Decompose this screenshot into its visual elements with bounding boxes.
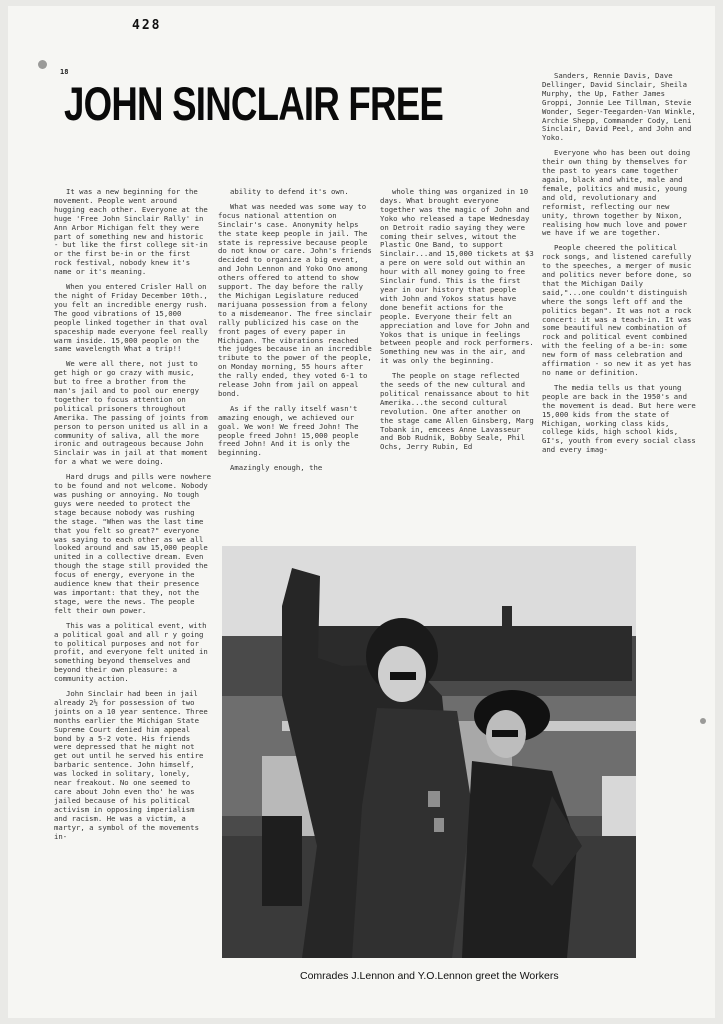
article-column-3: [380, 188, 536, 538]
article-column-2: [218, 188, 374, 538]
photo-caption: Comrades J.Lennon and Y.O.Lennon greet the Workers: [300, 970, 559, 982]
article-paragraph: Everyone who has been out doing their own thing by themselves for the past to years came together again, black and white, male and female, politics and music, young and old, revolutionary and reformist, reflecting our new unity, thrown together by Nixon, realising how much love and power we have if we are together.: [542, 148, 691, 238]
article-paragraph: This was a political event, with a political goal and all r y going to political purposes and not for profit, and everyone felt united in something beyond themselves and beyond their own pleasure: a community action.: [54, 620, 208, 684]
article-paragraph: Sanders, Rennie Davis, Dave Dellinger, David Sinclair, Sheila Murphy, the Up, Father James Groppi, Jonnie Lee Tillman, Stevie Wonder, Seger-Teegarden-Van Winkle, Archie Shepp, Commander Cody, Leni Sinclair, David Peel, and John and Yoko.: [542, 72, 696, 143]
article-paragraph: John Sinclair had been in jail already 2½ for possession of two joints on a 10 year sentence. Three months earlier the Michigan State Supreme Court denied him appeal bond by a 5-2 vote. His friends were depressed that he might not get out until he served his entire barbaric sentence. John himself, was locked in solitary, lonely, near freakout. No one seemed to care about John even tho' he was jailed because of his political activism in opposing imperialism and racism. He was a victim, a martyr, a symbol of the movements in-: [54, 689, 208, 841]
article-paragraph: The people on stage reflected the seeds of the new cultural and political renaissance about to hit Amerika...the second cultural revolution. One after another on the stage came Allen Ginsberg, Marg Tobank in, emcees Anne Lavasseur and Bob Rudnik, Bobby Seale, Phil Ochs, Jerry Rubin, Ed: [380, 371, 534, 452]
article-paragraph: ability to defend it's own.: [230, 188, 349, 196]
page-number: 428: [132, 18, 162, 33]
article-paragraph: whole thing was organized in 10 days. What brought everyone together was the magic of John and Yoko who released a tape Wednesday on Detroit radio saying they were coming their selves, witout the Plastic One Band, to support Sinclair...and 15,000 tickets at $3 a pere on were sold out within an hour with all money going to free Sinclair fund. This is the first year in our history that people with John and Yokos status have done benefit actions for the people. Everyone their felt an appreciation and love for John and Yokos that is unique in feelings between people and rock performers. Something new was in the air, and it was only the beginning.: [380, 188, 534, 366]
photo-illustration: [222, 546, 636, 958]
article-paragraph: The media tells us that young people are back in the 1950's and the movement is dead. But here were 15,000 kids from the state of Michigan, working class kids, college kids, high school kids, GI's, youth from every social class and every imag-: [542, 382, 696, 455]
lennon-ono-photograph: [222, 546, 636, 958]
punch-hole: [700, 718, 706, 724]
newspaper-page: [8, 6, 715, 1018]
article-paragraph: We were all there, not just to get high or go crazy with music, but to free a brother from the man's jail and to pool our energy together to focus attention on political prisoners throughout Amerika. The passing of joints from person to person united us all in a community of saliva, all the more ironic and outrageous because John Sinclair was in jail at that moment for a what we were doing.: [54, 359, 208, 467]
article-paragraph: What was needed was some way to focus national attention on Sinclair's case. Anonymity helps the state keep people in jail. The state is repressive because people do not know or care. John's friends decided to organize a big event, and John Lennon and Yoko Ono among others offered to attend to show support. The day before the rally the Michigan Legislature reduced marijuana possession from a felony to a misdemeanor. The free sinclair rally publicized his case on the front pages of every paper in Michigan. The vibrations reached the judges because in an incredible tribute to the power of the people, on Monday morning, 55 hours after the rally ended, they voted 6-1 to release John from jail on appeal bond.: [218, 201, 372, 398]
article-paragraph: It was a new beginning for the movement. People went around hugging each other. Everyone at the huge 'Free John Sinclair Rally' in Ann Arbor Michigan felt they were part of something new and historic - but like the first college sit-in or the first be-in or the first rock festival, nobody knew it's name or it's meaning.: [54, 188, 208, 277]
corner-mark: 18: [60, 68, 69, 76]
headline: JOHN SINCLAIR FREE: [64, 77, 444, 130]
article-paragraph: As if the rally itself wasn't amazing enough, we achieved our goal. We won! We freed John! The people freed John! 15,000 people freed John! And it is only the beginning.: [218, 403, 359, 458]
article-column-4: [542, 72, 698, 542]
punch-hole: [38, 60, 47, 69]
article-paragraph: When you entered Crisler Hall on the night of Friday December 10th., you felt an incredible energy rush. The good vibrations of 15,000 people linked together in that oval spaceship made everyone feel really warm inside. 15,000 people on the same wavelength What a trip!!: [54, 282, 208, 354]
article-column-1: [54, 188, 212, 998]
article-paragraph: Amazingly enough, the: [230, 463, 323, 473]
article-paragraph: People cheered the political rock songs, and listened carefully to the speeches, a merger of music and politics never before done, so that the Michigan Daily said,"...one couldn't distinguish where the songs left off and the politics began". It was not a rock concert: it was a teach-in. It was some beautiful new combination of rock and political event combined with the feeling of a be-in: some new form of mass celebration and affirmation - so new it as yet has no name or definition.: [542, 243, 692, 377]
article-paragraph: Hard drugs and pills were nowhere to be found and not welcome. Nobody was pushing or annoying. No tough guys were needed to protect the stage because nobody was rushing the stage. "When was the last time that you felt so great?" everyone was saying to each other as we all looked around and saw 15,000 people united in a collective dream. Even though the stage still provided the focus of energy, everyone in the audience knew that their presence was important: that they, not the stage, were the news. The people felt their own power.: [54, 472, 211, 615]
